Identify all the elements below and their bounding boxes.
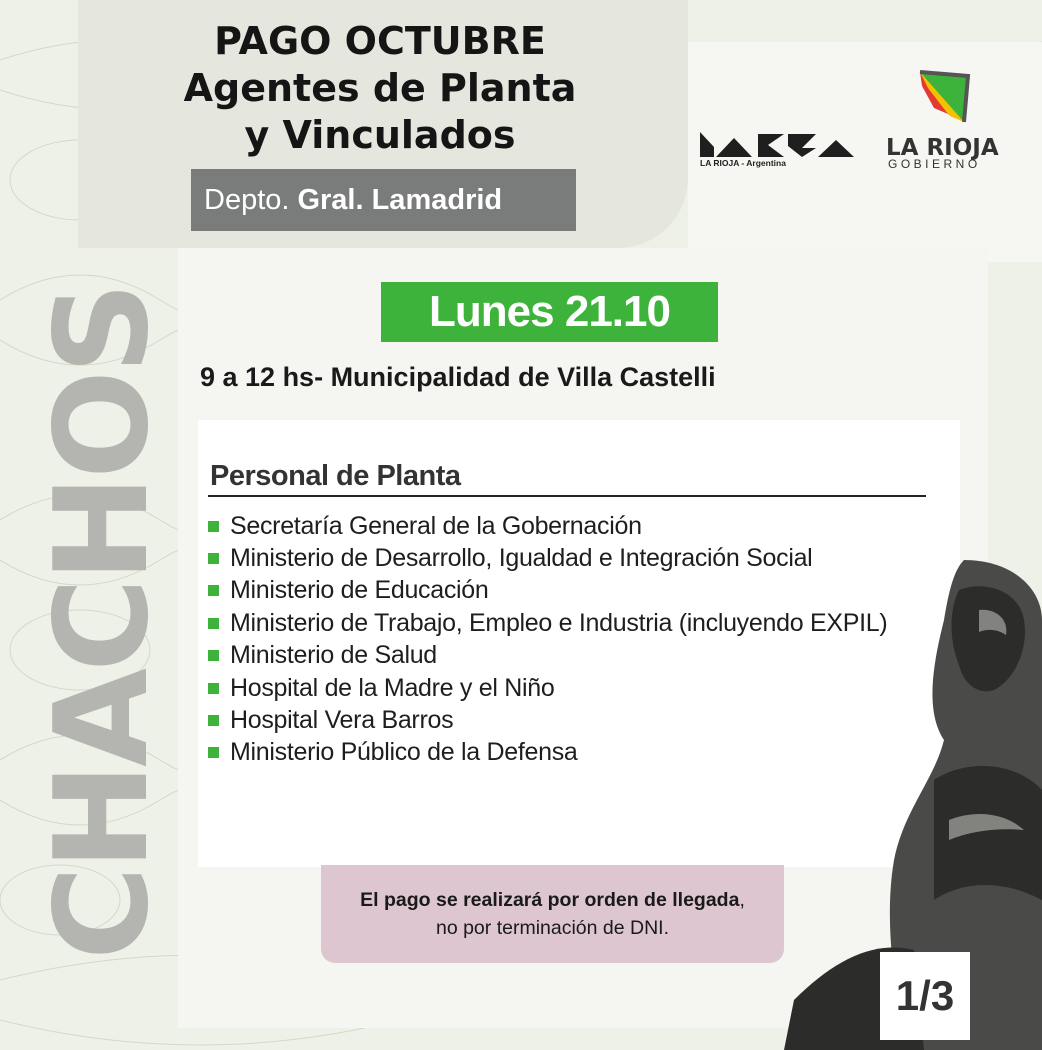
list-item-label: Ministerio de Desarrollo, Igualdad e Integración Social [230, 544, 813, 573]
bullet-square-icon [208, 553, 219, 564]
gobierno-name: LA RIOJA [886, 135, 999, 161]
list-item [208, 510, 887, 542]
list-item-label: Hospital Vera Barros [230, 706, 454, 735]
page-title [140, 18, 620, 159]
page-indicator: 1/3 [880, 952, 970, 1040]
gobierno-subtitle: GOBIERNO [888, 157, 981, 171]
payment-note [321, 865, 784, 963]
title-line-1: PAGO OCTUBRE [214, 19, 546, 63]
vertical-decorative-word: CHACHOS [28, 285, 177, 960]
title-line-2: Agentes de Planta [183, 66, 577, 110]
list-item-label: Secretaría General de la Gobernación [230, 511, 642, 540]
note-comma: , [739, 889, 745, 911]
list-item-label: Ministerio de Educación [230, 576, 489, 605]
list-item-label: Hospital de la Madre y el Niño [230, 673, 555, 702]
section-divider [208, 495, 926, 497]
bullet-square-icon [208, 683, 219, 694]
bullet-square-icon [208, 747, 219, 758]
list-item-label: Ministerio Público de la Defensa [230, 738, 578, 767]
note-bold-text: El pago se realizará por orden de llegada [360, 889, 740, 911]
list-item-label: Ministerio de Trabajo, Empleo e Industria (incluyendo EXPIL) [230, 608, 888, 637]
payment-date-badge: Lunes 21.10 [381, 282, 718, 342]
gobierno-emblem-icon [920, 72, 968, 122]
bullet-square-icon [208, 618, 219, 629]
note-line-1 [321, 886, 784, 914]
bullet-square-icon [208, 521, 219, 532]
bullet-square-icon [208, 715, 219, 726]
schedule-location: 9 a 12 hs- Municipalidad de Villa Castelli [200, 362, 716, 392]
list-item-label: Ministerio de Salud [230, 641, 437, 670]
department-name: Gral. Lamadrid [297, 183, 503, 216]
logos-panel [688, 42, 1042, 262]
bullet-square-icon [208, 650, 219, 661]
title-line-3: y Vinculados [244, 113, 516, 157]
brand-subtitle: LA RIOJA - Argentina [700, 158, 786, 168]
note-line-2: no por terminación de DNI. [435, 917, 670, 939]
section-title: Personal de Planta [210, 460, 461, 492]
department-label [191, 169, 576, 231]
la-rioja-brand-logo [688, 42, 1042, 262]
bullet-square-icon [208, 585, 219, 596]
department-prefix: Depto. [204, 183, 290, 216]
